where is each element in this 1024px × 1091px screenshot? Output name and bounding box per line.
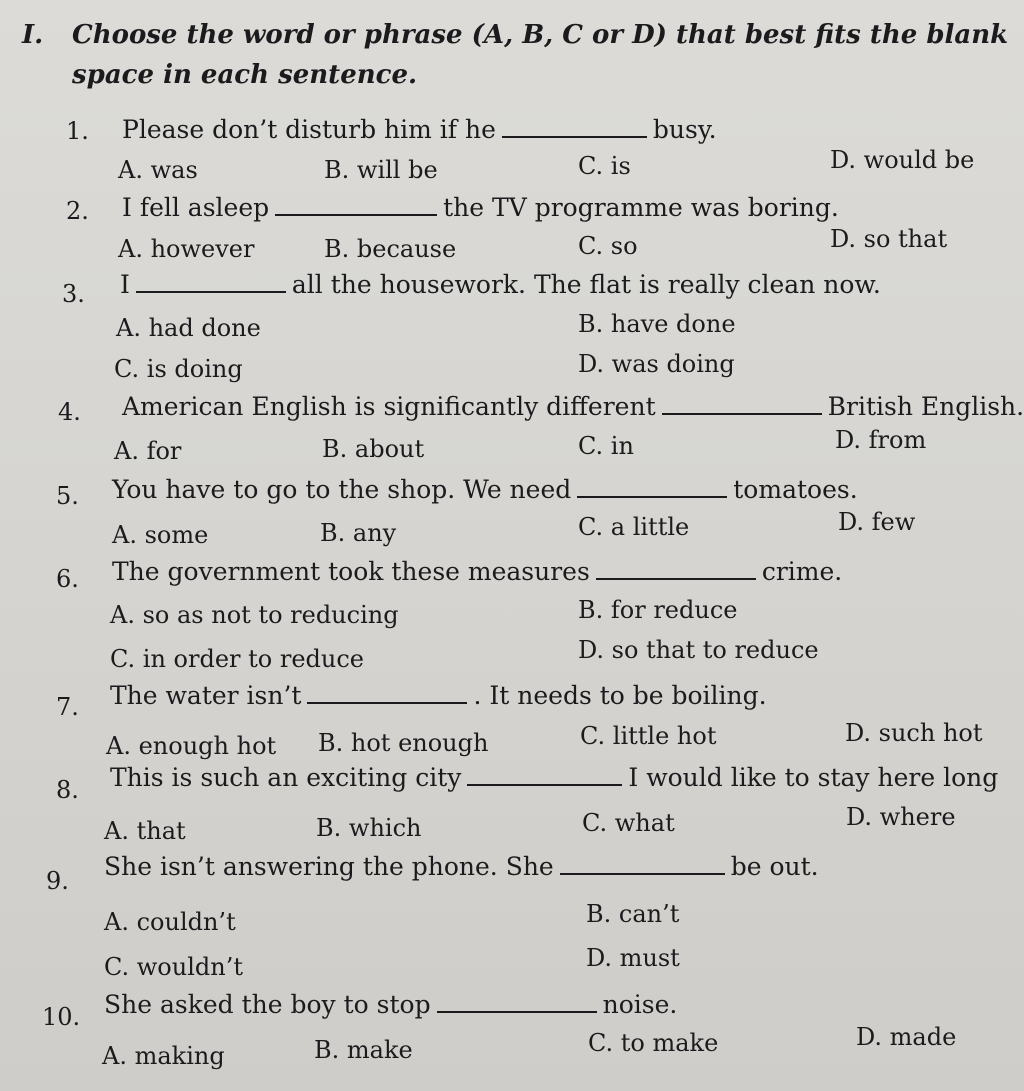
stem-text-before: You have to go to the shop. We need	[112, 475, 572, 504]
option-c[interactable]: C. in order to reduce	[110, 645, 364, 673]
stem-text-after: I would like to stay here long	[628, 763, 999, 792]
answer-blank[interactable]	[467, 783, 622, 786]
option-b[interactable]: B. have done	[578, 310, 736, 338]
option-a[interactable]: A. was	[118, 156, 198, 184]
option-d[interactable]: D. such hot	[845, 719, 983, 747]
answer-blank[interactable]	[307, 701, 467, 704]
option-c[interactable]: C. wouldn’t	[104, 953, 243, 981]
option-a[interactable]: A. making	[102, 1042, 225, 1070]
option-c[interactable]: C. so	[578, 232, 638, 260]
option-c[interactable]: C. little hot	[580, 722, 717, 750]
question-number: 9.	[46, 867, 69, 895]
question-number: 2.	[66, 197, 89, 225]
option-a[interactable]: A. had done	[116, 314, 261, 342]
answer-blank[interactable]	[502, 135, 647, 138]
stem-text-before: American English is significantly different	[122, 392, 656, 421]
question-stem	[104, 990, 677, 1019]
option-b[interactable]: B. hot enough	[318, 729, 489, 757]
section-label: I.	[22, 20, 44, 50]
question-stem	[112, 475, 858, 504]
stem-text-after: noise.	[602, 990, 678, 1019]
option-a[interactable]: A. however	[118, 235, 255, 263]
answer-blank[interactable]	[437, 1010, 597, 1013]
option-c[interactable]: C. is	[578, 152, 631, 180]
question-stem	[110, 681, 767, 710]
question-number: 5.	[56, 482, 79, 510]
option-d[interactable]: D. few	[838, 508, 916, 536]
option-d[interactable]: D. where	[846, 803, 956, 831]
option-b[interactable]: B. make	[314, 1036, 413, 1064]
option-b[interactable]: B. will be	[324, 156, 438, 184]
stem-text-after: crime.	[761, 557, 843, 586]
option-d[interactable]: D. made	[856, 1023, 957, 1051]
option-d[interactable]: D. would be	[830, 146, 975, 174]
stem-text-before: I	[120, 270, 130, 299]
question-number: 6.	[56, 565, 79, 593]
stem-text-before: This is such an exciting city	[110, 763, 462, 792]
option-d[interactable]: D. from	[835, 426, 927, 454]
option-d[interactable]: D. was doing	[578, 350, 735, 378]
stem-text-after: all the housework. The flat is really clean now.	[291, 270, 881, 299]
stem-text-after: tomatoes.	[733, 475, 858, 504]
question-stem	[120, 270, 881, 299]
question-stem	[122, 392, 1024, 421]
stem-text-before: The water isn’t	[110, 681, 302, 710]
option-b[interactable]: B. for reduce	[578, 596, 738, 624]
question-stem	[112, 557, 842, 586]
option-a[interactable]: A. couldn’t	[104, 908, 236, 936]
option-b[interactable]: B. can’t	[586, 900, 680, 928]
option-b[interactable]: B. any	[320, 519, 397, 547]
option-b[interactable]: B. which	[316, 814, 422, 842]
question-number: 8.	[56, 776, 79, 804]
answer-blank[interactable]	[577, 495, 727, 498]
stem-text-before: Please don’t disturb him if he	[122, 115, 496, 144]
stem-text-after: be out.	[730, 852, 819, 881]
question-stem	[104, 852, 819, 881]
answer-blank[interactable]	[662, 412, 822, 415]
stem-text-before: The government took these measures	[112, 557, 590, 586]
answer-blank[interactable]	[596, 577, 756, 580]
answer-blank[interactable]	[275, 213, 437, 216]
answer-blank[interactable]	[136, 290, 286, 293]
option-c[interactable]: C. in	[578, 432, 634, 460]
stem-text-before: She isn’t answering the phone. She	[104, 852, 554, 881]
option-b[interactable]: B. about	[322, 435, 425, 463]
option-b[interactable]: B. because	[324, 235, 457, 263]
option-c[interactable]: C. a little	[578, 513, 690, 541]
option-a[interactable]: A. that	[104, 817, 186, 845]
instruction-line-1: Choose the word or phrase (A, B, C or D) that best fits the blank	[72, 20, 1009, 50]
stem-text-after: the TV programme was boring.	[443, 193, 839, 222]
question-number: 1.	[66, 117, 89, 145]
question-stem	[110, 763, 998, 792]
option-a[interactable]: A. for	[114, 437, 182, 465]
option-a[interactable]: A. so as not to reducing	[110, 601, 399, 629]
option-d[interactable]: D. so that to reduce	[578, 636, 819, 664]
question-number: 3.	[62, 280, 85, 308]
question-number: 10.	[42, 1003, 81, 1031]
option-a[interactable]: A. some	[112, 521, 209, 549]
answer-blank[interactable]	[560, 872, 725, 875]
stem-text-after: busy.	[652, 115, 717, 144]
option-c[interactable]: C. to make	[588, 1029, 719, 1057]
option-c[interactable]: C. is doing	[114, 355, 243, 383]
option-d[interactable]: D. must	[586, 944, 680, 972]
stem-text-after: British English.	[827, 392, 1024, 421]
question-stem	[122, 193, 839, 222]
option-d[interactable]: D. so that	[830, 225, 948, 253]
question-stem	[122, 115, 717, 144]
question-number: 7.	[56, 693, 79, 721]
question-number: 4.	[58, 398, 81, 426]
stem-text-after: . It needs to be boiling.	[473, 681, 767, 710]
stem-text-before: She asked the boy to stop	[104, 990, 431, 1019]
option-c[interactable]: C. what	[582, 809, 675, 837]
option-a[interactable]: A. enough hot	[106, 732, 277, 760]
stem-text-before: I fell asleep	[122, 193, 270, 222]
instruction-line-2: space in each sentence.	[72, 60, 418, 90]
